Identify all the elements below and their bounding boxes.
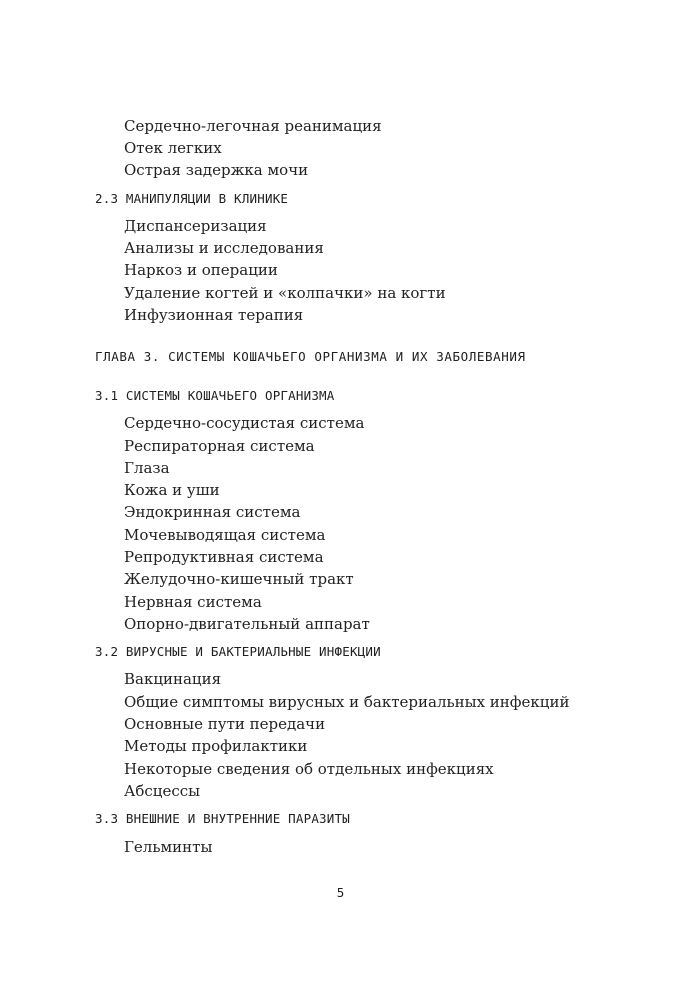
toc-item-gastrointestinal[interactable]: Желудочно-кишечный тракт — [124, 570, 354, 588]
toc-item-urinary[interactable]: Мочевыводящая система — [124, 526, 326, 544]
toc-item-anesthesia[interactable]: Наркоз и операции — [124, 261, 278, 279]
toc-item-tests[interactable]: Анализы и исследования — [124, 239, 324, 257]
toc-item-musculoskeletal[interactable]: Опорно-двигательный аппарат — [124, 615, 370, 633]
toc-section-heading-3-1[interactable]: 3.1 СИСТЕМЫ КОШАЧЬЕГО ОРГАНИЗМА — [95, 388, 335, 403]
toc-item-reproductive[interactable]: Репродуктивная система — [124, 548, 324, 566]
toc-item-cpr[interactable]: Сердечно-легочная реанимация — [124, 117, 382, 135]
toc-section-heading-3-3[interactable]: 3.3 ВНЕШНИЕ И ВНУТРЕННИЕ ПАРАЗИТЫ — [95, 811, 350, 826]
toc-item-claw-removal[interactable]: Удаление когтей и «колпачки» на когти — [124, 284, 446, 302]
toc-chapter-title-3[interactable]: ГЛАВА 3. СИСТЕМЫ КОШАЧЬЕГО ОРГАНИЗМА И ИХ ЗАБОЛЕВАНИЯ — [95, 349, 526, 364]
toc-item-infusion[interactable]: Инфузионная терапия — [124, 306, 304, 324]
toc-item-nervous[interactable]: Нервная система — [124, 593, 262, 611]
toc-section-heading-3-2[interactable]: 3.2 ВИРУСНЫЕ И БАКТЕРИАЛЬНЫЕ ИНФЕКЦИИ — [95, 644, 381, 659]
toc-item-specific-infections[interactable]: Некоторые сведения об отдельных инфекциях — [124, 760, 494, 778]
toc-item-helminths[interactable]: Гельминты — [124, 838, 213, 856]
toc-item-skin-ears[interactable]: Кожа и уши — [124, 481, 220, 499]
page-number: 5 — [336, 885, 345, 900]
toc-item-dispensary[interactable]: Диспансеризация — [124, 217, 267, 235]
toc-item-abscesses[interactable]: Абсцессы — [124, 782, 201, 800]
toc-item-respiratory[interactable]: Респираторная система — [124, 437, 315, 455]
toc-item-eyes[interactable]: Глаза — [124, 459, 170, 477]
toc-item-prevention[interactable]: Методы профилактики — [124, 737, 308, 755]
toc-item-infection-symptoms[interactable]: Общие симптомы вирусных и бактериальных инфекций — [124, 693, 570, 711]
toc-item-transmission[interactable]: Основные пути передачи — [124, 715, 326, 733]
toc-item-pulmonary-edema[interactable]: Отек легких — [124, 139, 222, 157]
toc-item-endocrine[interactable]: Эндокринная система — [124, 503, 301, 521]
toc-item-vaccination[interactable]: Вакцинация — [124, 670, 222, 688]
toc-item-urinary-retention[interactable]: Острая задержка мочи — [124, 161, 309, 179]
toc-item-cardiovascular[interactable]: Сердечно-сосудистая система — [124, 414, 365, 432]
toc-section-heading-2-3[interactable]: 2.3 МАНИПУЛЯЦИИ В КЛИНИКЕ — [95, 191, 289, 206]
